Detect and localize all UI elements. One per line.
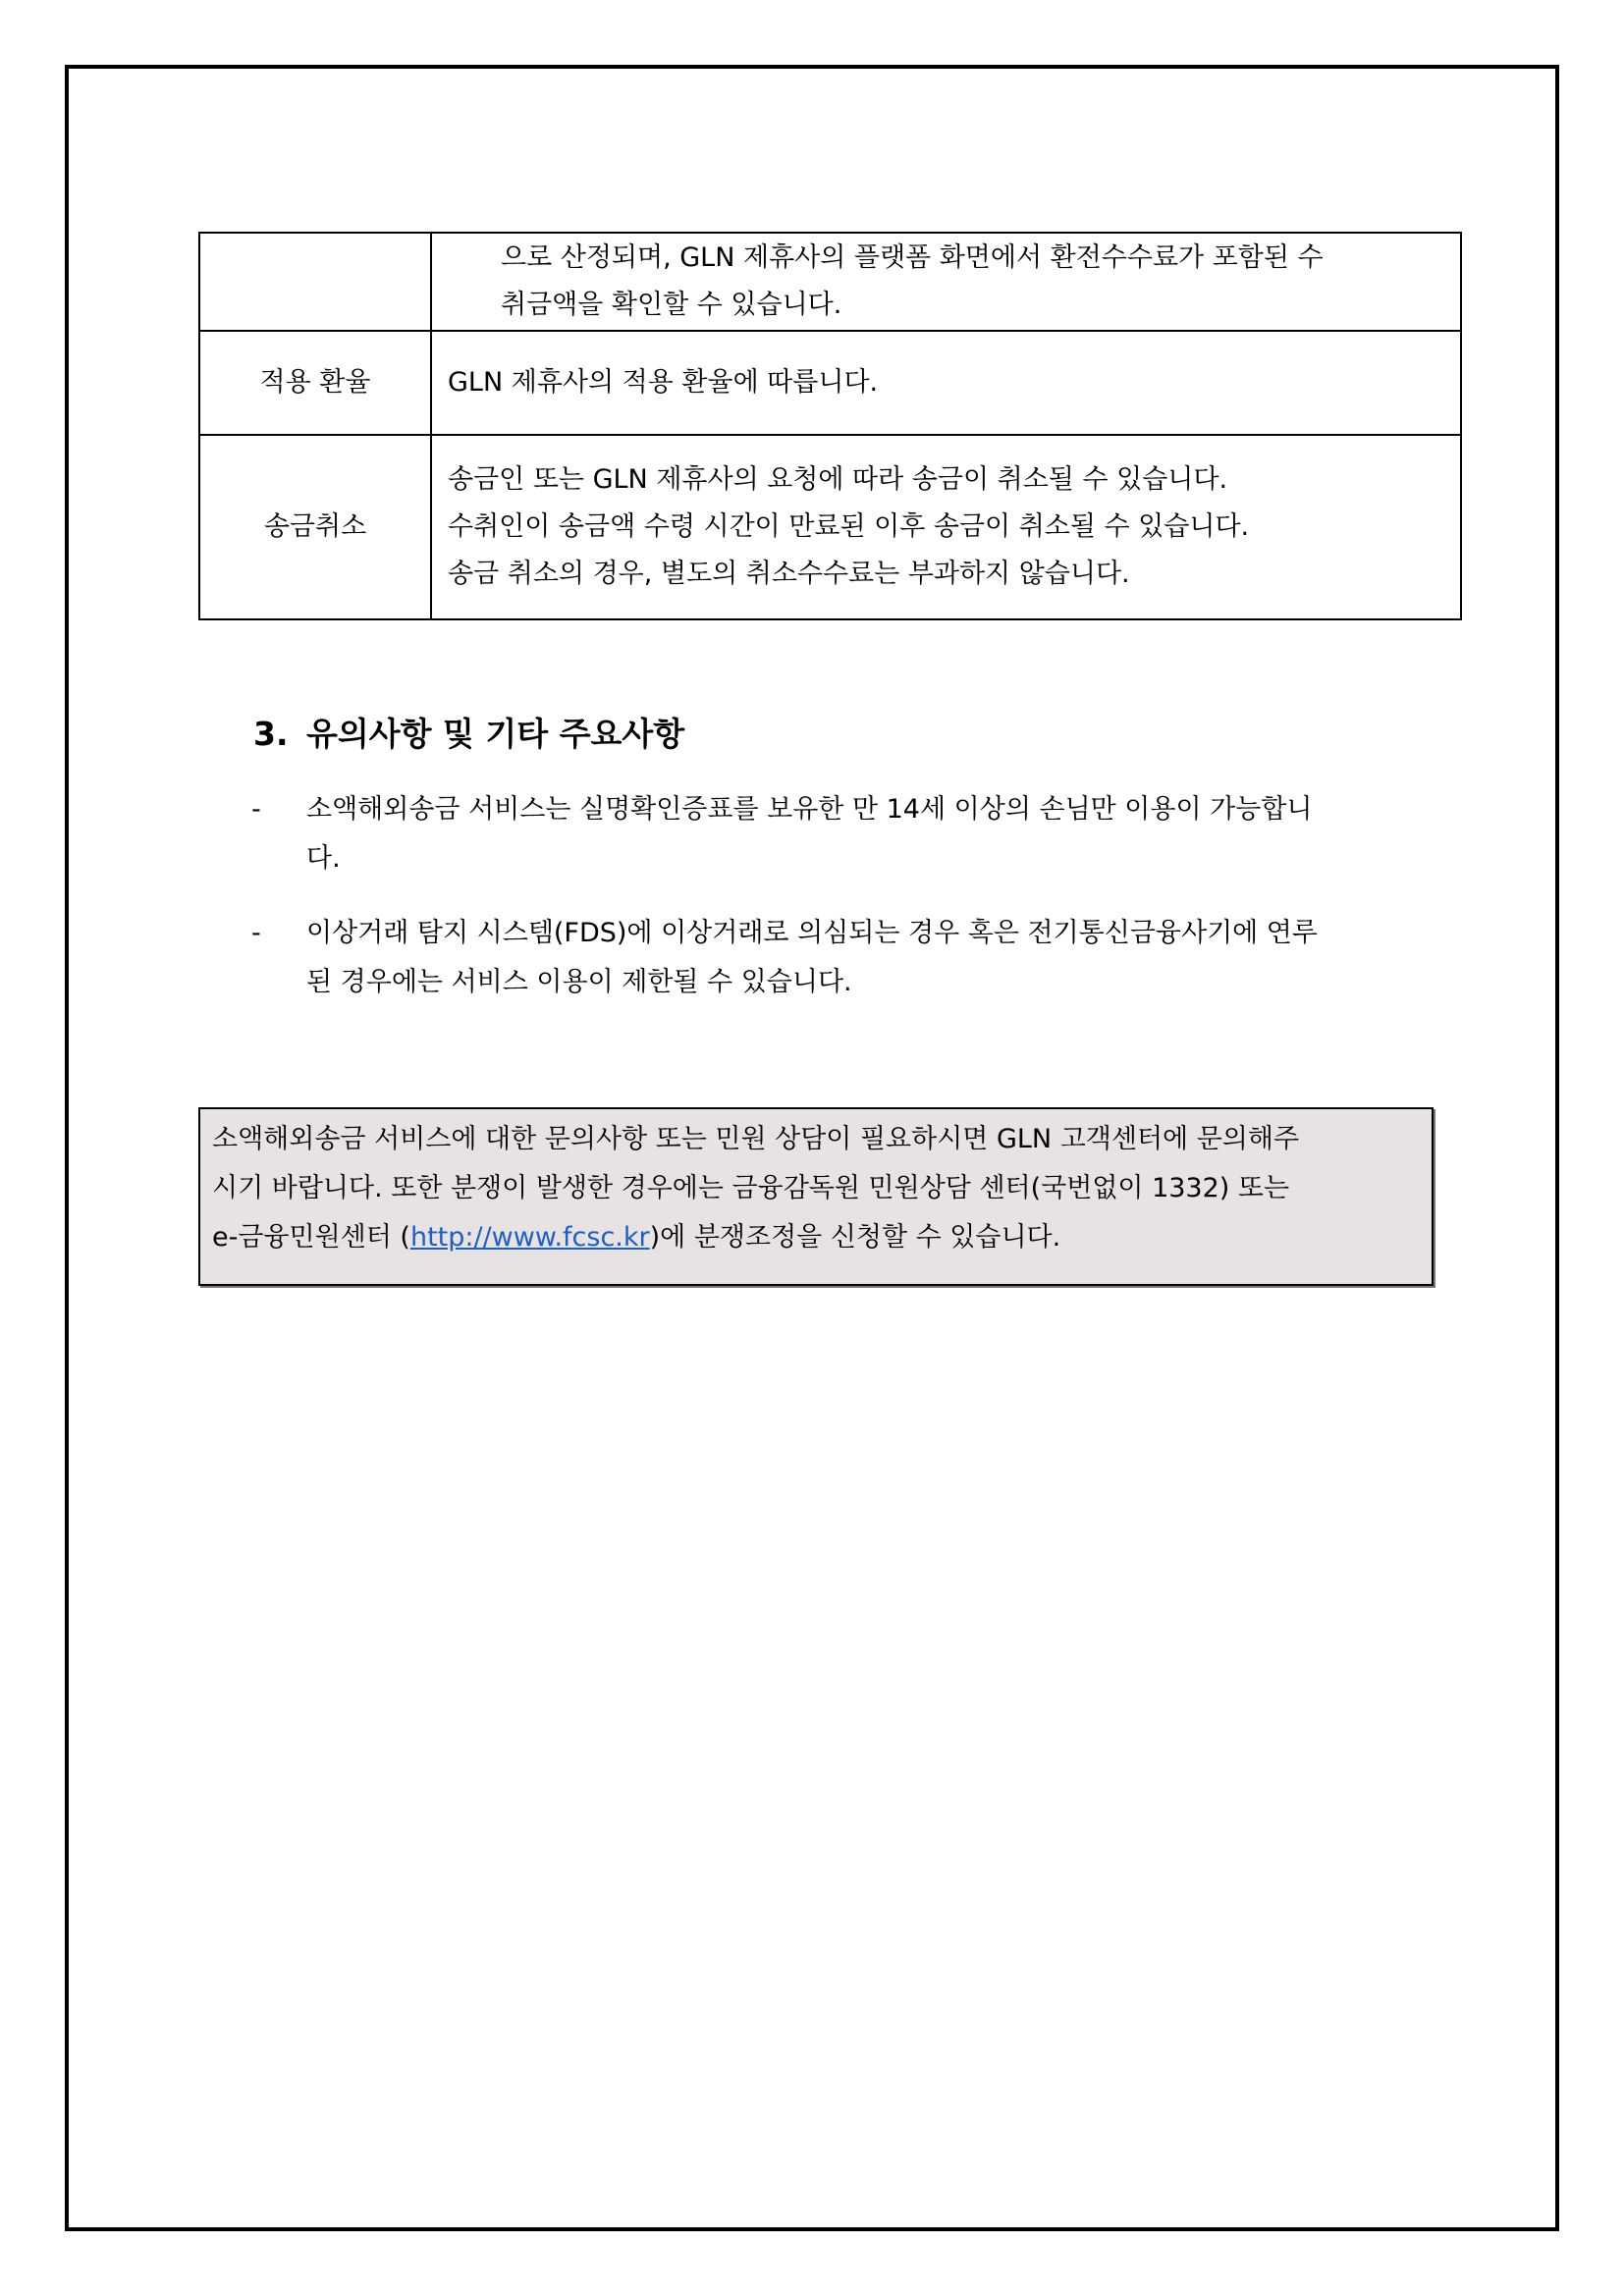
table-text-line: 으로 산정되며, GLN 제휴사의 플랫폼 화면에서 환전수수료가 포함된 수 <box>501 242 1324 273</box>
table-row <box>199 435 1461 619</box>
table-row <box>199 331 1461 435</box>
table-label-cell <box>199 233 431 331</box>
notice-bullet-list <box>251 785 1430 1033</box>
table-label-cell: 송금취소 <box>199 435 431 619</box>
list-item <box>251 909 1430 1007</box>
table-text-line: 송금 취소의 경우, 별도의 취소수수료는 부과하지 않습니다. <box>448 559 1130 589</box>
list-item-line: 이상거래 탐지 시스템(FDS)에 이상거래로 의심되는 경우 혹은 전기통신금융사기에 연루 <box>306 918 1318 948</box>
section-heading <box>253 709 684 755</box>
table-content-cell <box>431 435 1461 619</box>
bullet-dash: - <box>251 794 261 825</box>
section-title: 유의사항 및 기타 주요사항 <box>306 715 685 753</box>
notice-text: e-금융민원센터 ( <box>212 1222 410 1253</box>
table-content-cell <box>431 331 1461 435</box>
notice-text: )에 분쟁조정을 신청할 수 있습니다. <box>649 1222 1061 1253</box>
notice-line <box>212 1213 1420 1262</box>
table-content-cell <box>431 233 1461 331</box>
list-item-line: 된 경우에는 서비스 이용이 제한될 수 있습니다. <box>306 967 852 997</box>
contact-notice-box <box>198 1107 1434 1286</box>
section-number: 3. <box>253 715 289 753</box>
table-text-line: 수취인이 송금액 수령 시간이 만료된 이후 송금이 취소될 수 있습니다. <box>448 511 1250 542</box>
table-text-line: 송금인 또는 GLN 제휴사의 요청에 따라 송금이 취소될 수 있습니다. <box>448 464 1228 495</box>
list-item <box>251 785 1430 883</box>
list-item-line: 소액해외송금 서비스는 실명확인증표를 보유한 만 14세 이상의 손님만 이용이 가능합니 <box>306 794 1313 825</box>
info-table <box>198 232 1462 620</box>
table-row <box>199 233 1461 331</box>
table-label-cell: 적용 환율 <box>199 331 431 435</box>
table-text-line: GLN 제휴사의 적용 환율에 따릅니다. <box>448 367 879 398</box>
fcsc-link[interactable]: http://www.fcsc.kr <box>409 1222 650 1253</box>
notice-line: 소액해외송금 서비스에 대한 문의사항 또는 민원 상담이 필요하시면 GLN 고객센터에 문의해주 <box>212 1124 1300 1154</box>
list-item-line: 다. <box>306 843 341 874</box>
table-text-line: 취금액을 확인할 수 있습니다. <box>501 290 842 320</box>
notice-line: 시기 바랍니다. 또한 분쟁이 발생한 경우에는 금융감독원 민원상담 센터(국번없이 1332) 또는 <box>212 1173 1290 1203</box>
bullet-dash: - <box>251 918 261 948</box>
